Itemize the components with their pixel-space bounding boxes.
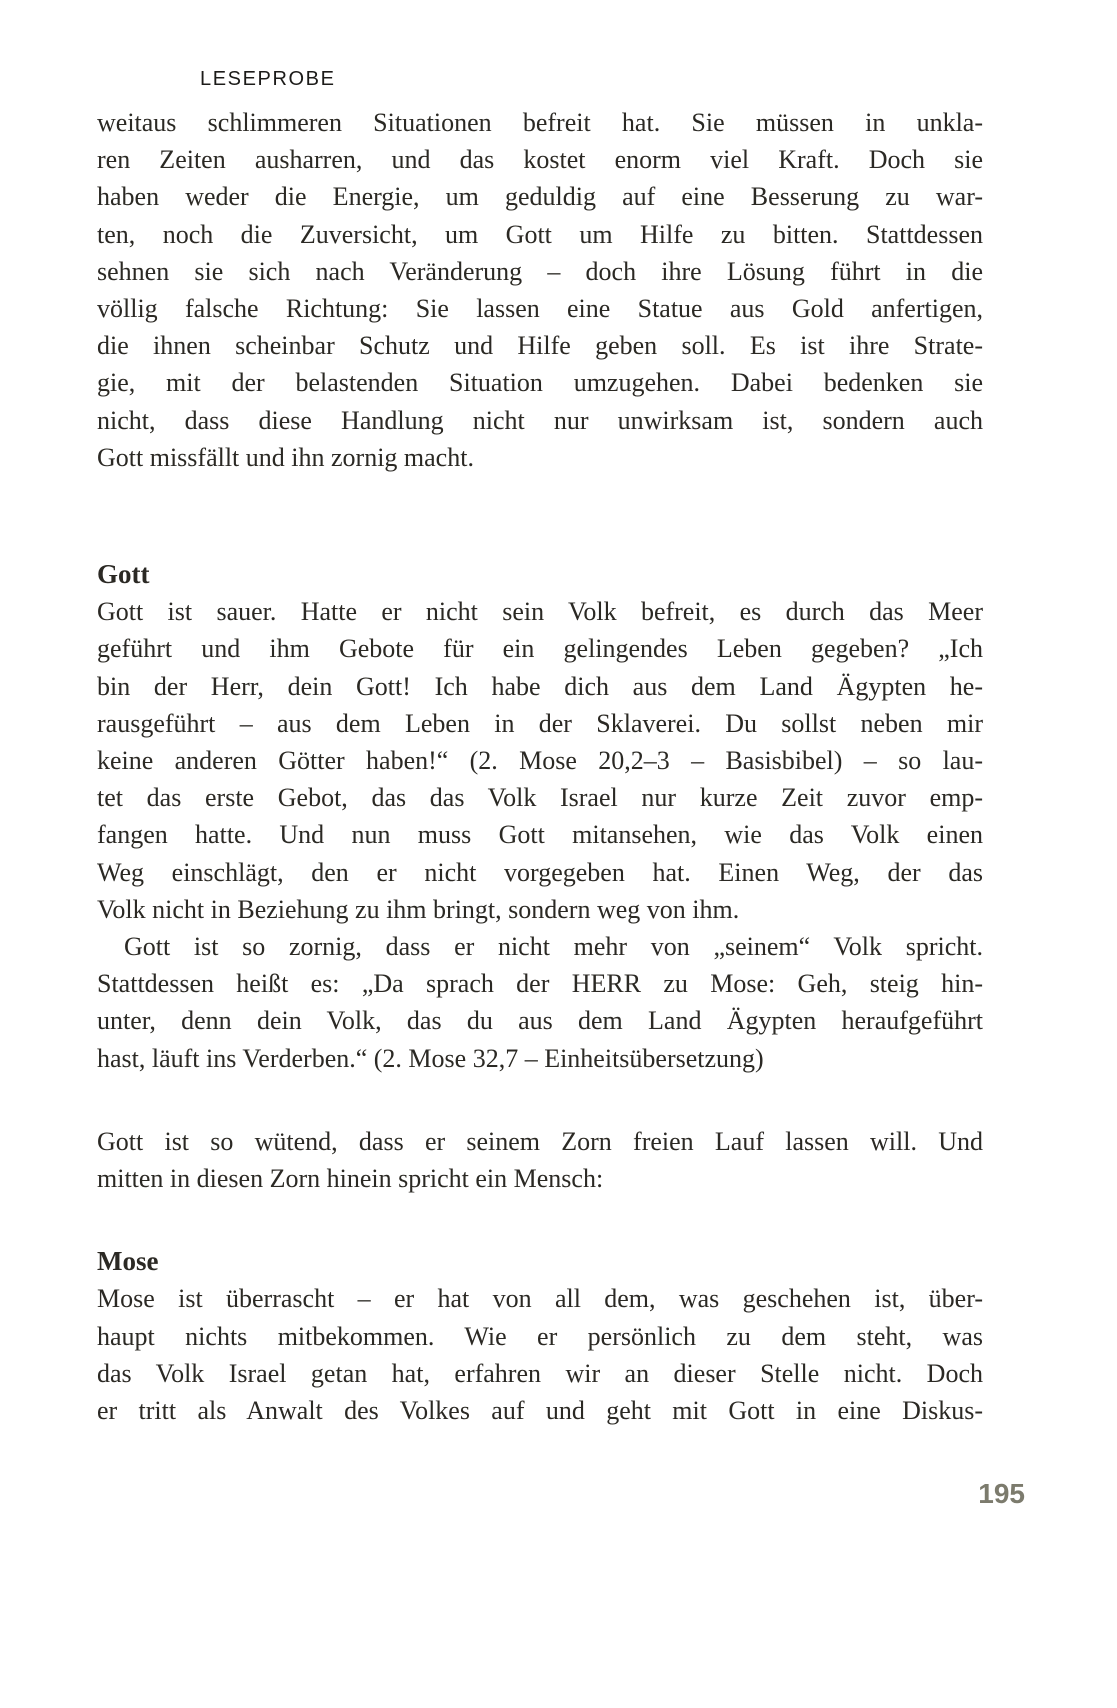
text-line: haupt nichts mitbekommen. Wie er persönlich zu dem steht, was	[97, 1321, 983, 1351]
text-line: sehnen sie sich nach Veränderung – doch ihre Lösung führt in die	[97, 256, 983, 286]
running-header: LESEPROBE	[200, 68, 336, 90]
text-line: geführt und ihm Gebote für ein gelingendes Leben gegeben? „Ich	[97, 634, 983, 664]
text-line: tet das erste Gebot, das das Volk Israel nur kurze Zeit zuvor emp-	[97, 783, 983, 813]
text-line: unter, denn dein Volk, das du aus dem Land Ägypten heraufgeführt	[97, 1006, 983, 1036]
text-line: Volk nicht in Beziehung zu ihm bringt, sondern weg von ihm.	[97, 894, 740, 924]
page-number: 195	[978, 1478, 1025, 1509]
paragraph	[97, 1123, 983, 1197]
text-line: mitten in diesen Zorn hinein spricht ein Mensch:	[97, 1164, 604, 1194]
text-line: ren Zeiten ausharren, und das kostet enorm viel Kraft. Doch sie	[97, 145, 983, 175]
text-line: Gott ist so zornig, dass er nicht mehr von „seinem“ Volk spricht.	[124, 932, 983, 962]
text-line: hast, läuft ins Verderben.“ (2. Mose 32,7 – Einheitsübersetzung)	[97, 1043, 764, 1073]
text-line: fangen hatte. Und nun muss Gott mitansehen, wie das Volk einen	[97, 820, 983, 850]
text-line: nicht, dass diese Handlung nicht nur unwirksam ist, sondern auch	[97, 405, 983, 435]
text-line: die ihnen scheinbar Schutz und Hilfe geben soll. Es ist ihre Strate-	[97, 331, 983, 361]
text-line: er tritt als Anwalt des Volkes auf und geht mit Gott in eine Diskus-	[97, 1396, 983, 1426]
text-line: gie, mit der belastenden Situation umzugehen. Dabei bedenken sie	[97, 368, 983, 398]
section-heading: Mose	[97, 1246, 159, 1277]
text-line: Weg einschlägt, den er nicht vorgegeben hat. Einen Weg, der das	[97, 857, 983, 887]
section-heading: Gott	[97, 559, 150, 590]
text-line: Stattdessen heißt es: „Da sprach der HERR zu Mose: Geh, steig hin-	[97, 969, 983, 999]
text-line: keine anderen Götter haben!“ (2. Mose 20,2–3 – Basisbibel) – so lau-	[97, 746, 983, 776]
text-line: das Volk Israel getan hat, erfahren wir an dieser Stelle nicht. Doch	[97, 1358, 983, 1388]
text-line: rausgeführt – aus dem Leben in der Sklaverei. Du sollst neben mir	[97, 708, 983, 738]
text-line: haben weder die Energie, um geduldig auf eine Besserung zu war-	[97, 182, 983, 212]
paragraph	[97, 593, 983, 928]
text-column	[97, 104, 983, 1429]
text-line: Gott ist so wütend, dass er seinem Zorn freien Lauf lassen will. Und	[97, 1126, 983, 1156]
text-line: Mose ist überrascht – er hat von all dem, was geschehen ist, über-	[97, 1284, 983, 1314]
paragraph	[97, 928, 983, 1077]
paragraph	[97, 104, 983, 476]
text-line: weitaus schlimmeren Situationen befreit hat. Sie müssen in unkla-	[97, 108, 983, 137]
text-line: Gott ist sauer. Hatte er nicht sein Volk befreit, es durch das Meer	[97, 597, 983, 627]
text-line: völlig falsche Richtung: Sie lassen eine Statue aus Gold anfertigen,	[97, 294, 983, 324]
text-line: bin der Herr, dein Gott! Ich habe dich aus dem Land Ägypten he-	[97, 671, 983, 701]
text-line: Gott missfällt und ihn zornig macht.	[97, 442, 474, 472]
text-line: ten, noch die Zuversicht, um Gott um Hilfe zu bitten. Stattdessen	[97, 219, 983, 249]
paragraph	[97, 1280, 983, 1429]
